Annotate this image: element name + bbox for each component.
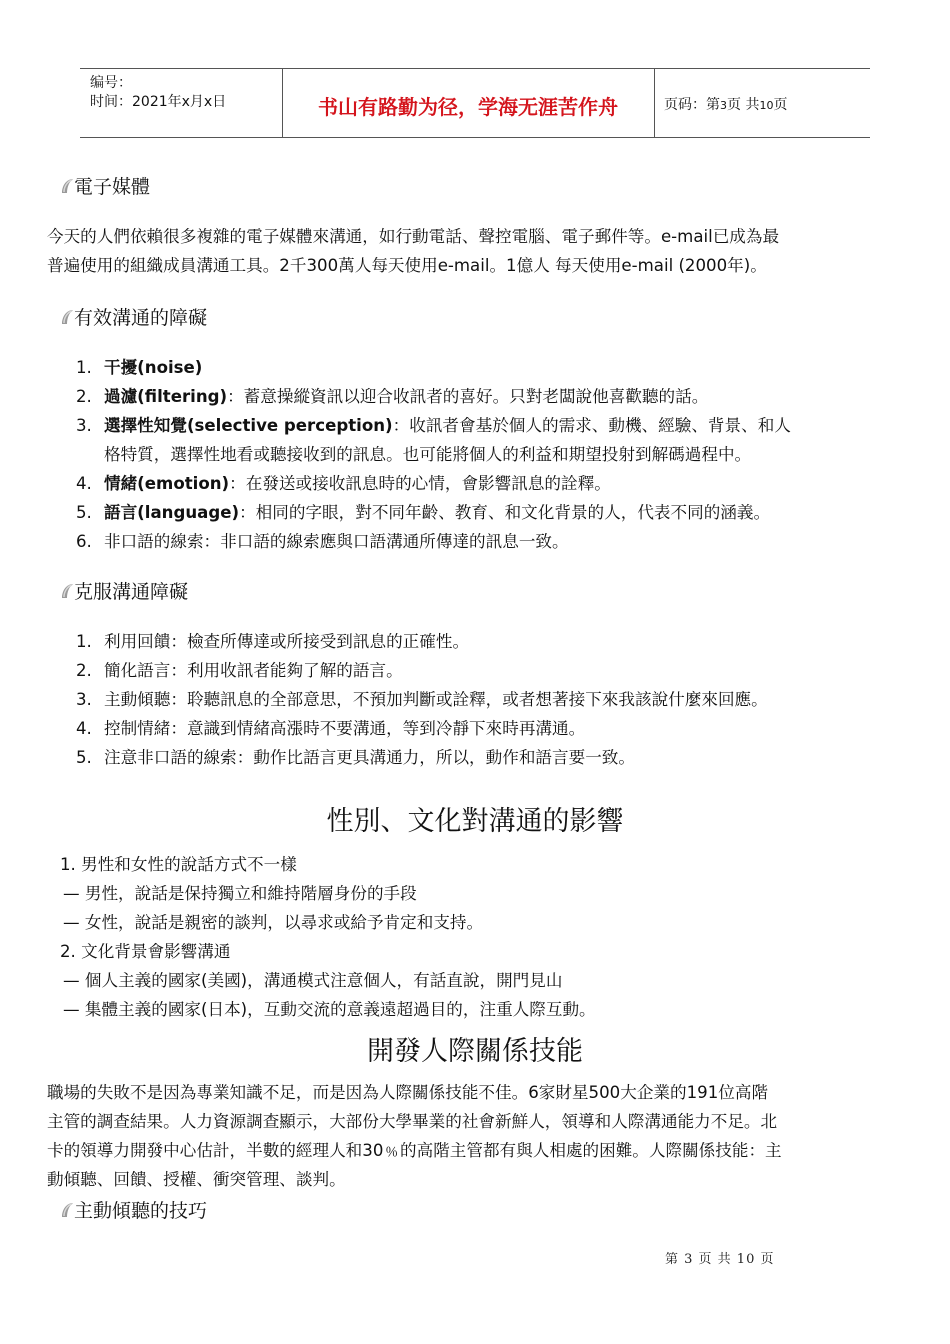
header-page-cell	[654, 69, 870, 137]
list-text: 利用回饋：檢查所傳達或所接受到訊息的正確性。	[104, 632, 470, 651]
list-number: 5.	[76, 503, 92, 522]
document-date-label: 时间：2021年x月x日	[90, 94, 227, 110]
list-number: 1.	[76, 632, 92, 651]
interpersonal-paragraph	[47, 1078, 905, 1194]
list-text: ：在發送或接收訊息時的心情，會影響訊息的詮釋。	[229, 474, 611, 493]
list-number: 2.	[76, 661, 92, 680]
text-line: — 集體主義的國家(日本)，互動交流的意義遠超過目的，注重人際互動。	[63, 1000, 596, 1019]
paragraph-line: 動傾聽、回饋、授權、衝突管理、談判。	[47, 1170, 346, 1189]
paragraph-line: 普遍使用的組織成員溝通工具。2千300萬人每天使用e-mail。1億人 每天使用e-mail (2000年)。	[47, 256, 767, 275]
section-heading-text: 有效溝通的障礙	[74, 307, 208, 329]
paragraph-line: 職場的失敗不是因為專業知識不足，而是因為人際關係技能不佳。6家財星500大企業的191位高階	[47, 1083, 769, 1102]
list-term: 選擇性知覺(selective perception)	[104, 416, 393, 435]
list-term: 干擾(noise)	[104, 358, 203, 377]
header-motto-cell	[282, 69, 655, 137]
list-item	[76, 382, 906, 411]
document-header	[80, 68, 870, 138]
list-text: ：收訊者會基於個人的需求、動機、經驗、背景、和人	[392, 416, 791, 435]
page-current: 3	[720, 99, 727, 112]
page-total: 10	[759, 99, 774, 112]
list-text: 格特質，選擇性地看或聽接收到的訊息。也可能將個人的利益和期望投射到解碼過程中。	[104, 445, 752, 464]
section-heading-text: 克服溝通障礙	[74, 581, 189, 603]
list-number: 2.	[76, 387, 92, 406]
paragraph-line: 今天的人們依賴很多複雜的電子媒體來溝通，如行動電話、聲控電腦、電子郵件等。e-mail已成為最	[47, 227, 780, 246]
list-item	[76, 685, 906, 714]
list-term: 過濾(filtering)	[104, 387, 228, 406]
section-heading-active-listening	[60, 1198, 207, 1224]
text-line: — 女性，說話是親密的談判，以尋求或給予肯定和支持。	[63, 913, 484, 932]
list-text: 控制情緒：意識到情緒高漲時不要溝通，等到冷靜下來時再溝通。	[104, 719, 586, 738]
list-item	[76, 527, 906, 556]
document-number-label: 编号：	[90, 75, 132, 91]
page-suffix: 页	[773, 97, 788, 113]
page-mid: 页 共	[727, 97, 760, 113]
header-page-number	[664, 94, 787, 114]
section-heading-barriers	[60, 305, 207, 331]
electronic-media-paragraph	[47, 222, 905, 280]
list-term: 語言(language)	[104, 503, 240, 522]
list-number: 6.	[76, 532, 92, 551]
list-text: 主動傾聽：聆聽訊息的全部意思，不預加判斷或詮釋，或者想著接下來我該說什麼來回應。	[104, 690, 768, 709]
list-item	[76, 498, 906, 527]
section-bullet-icon	[60, 1201, 74, 1219]
list-number: 5.	[76, 748, 92, 767]
interpersonal-title: 開發人際關係技能	[367, 1036, 583, 1067]
list-text: 注意非口語的線索：動作比語言更具溝通力，所以，動作和語言要一致。	[104, 748, 635, 767]
list-term: 情緒(emotion)	[104, 474, 230, 493]
paragraph-line: 主管的調查結果。人力資源調查顯示，大部份大學畢業的社會新鮮人，領導和人際溝通能力不足。北	[47, 1112, 778, 1131]
list-number: 4.	[76, 474, 92, 493]
list-item	[76, 743, 906, 772]
overcome-list	[76, 627, 906, 772]
list-text: ：相同的字眼，對不同年齡、教育、和文化背景的人，代表不同的涵義。	[239, 503, 771, 522]
list-number: 1.	[76, 358, 92, 377]
list-item	[76, 469, 906, 498]
list-text: 非口語的線索：非口語的線索應與口語溝通所傳達的訊息一致。	[104, 532, 569, 551]
list-item	[76, 353, 906, 382]
barriers-list	[76, 353, 906, 556]
list-item	[76, 411, 906, 469]
header-motto: 书山有路勤为径，学海无涯苦作舟	[318, 95, 618, 119]
section-bullet-icon	[60, 308, 74, 326]
section-heading-text: 電子媒體	[74, 176, 151, 198]
list-item	[76, 656, 906, 685]
section-bullet-icon	[60, 582, 74, 600]
section-bullet-icon	[60, 177, 74, 195]
page-footer: 第 3 页 共 10 页	[665, 1252, 775, 1267]
section-heading-electronic-media	[60, 174, 150, 200]
gender-culture-title: 性別、文化對溝通的影響	[326, 806, 624, 837]
text-line: — 男性，說話是保持獨立和維持階層身份的手段	[63, 884, 417, 903]
list-number: 4.	[76, 719, 92, 738]
page-prefix: 页码：第	[664, 97, 720, 113]
list-item	[76, 714, 906, 743]
header-info-cell	[80, 69, 283, 137]
list-item	[76, 627, 906, 656]
list-number: 3.	[76, 416, 92, 435]
text-line: 2. 文化背景會影響溝通	[60, 942, 231, 961]
section-heading-overcome	[60, 579, 188, 605]
text-line: — 個人主義的國家(美國)，溝通模式注意個人，有話直說，開門見山	[63, 971, 563, 990]
list-number: 3.	[76, 690, 92, 709]
list-text: 簡化語言：利用收訊者能夠了解的語言。	[104, 661, 403, 680]
text-line: 1. 男性和女性的說話方式不一樣	[60, 855, 297, 874]
list-text: ：蓄意操縱資訊以迎合收訊者的喜好。只對老闆說他喜歡聽的話。	[227, 387, 709, 406]
section-heading-text: 主動傾聽的技巧	[74, 1200, 208, 1222]
gender-culture-lines	[60, 850, 900, 1024]
paragraph-line: 卡的領導力開發中心估計，半數的經理人和30﹪的高階主管都有與人相處的困難。人際關係技能：主	[47, 1141, 782, 1160]
